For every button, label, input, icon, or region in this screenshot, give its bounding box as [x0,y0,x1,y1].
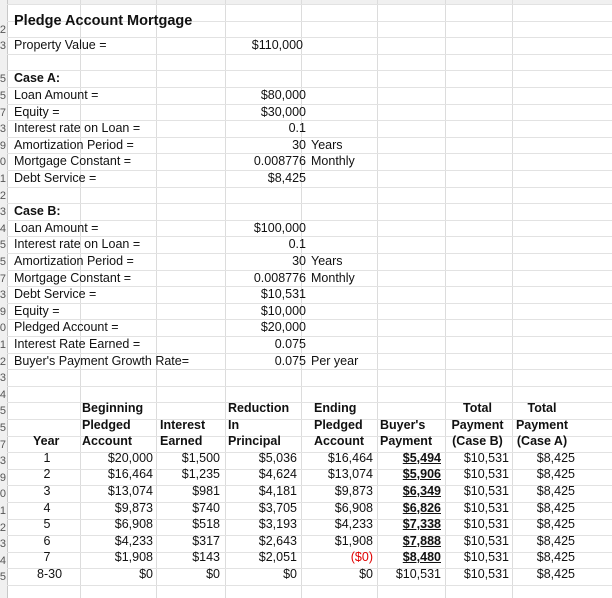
table-cell-reduction[interactable]: $3,705 [258,500,297,515]
case-b-unit[interactable]: Years [311,254,343,268]
row-number[interactable]: 7 [0,106,6,119]
gridline-vertical [377,0,378,598]
row-number[interactable]: 5 [0,571,6,584]
case-b-value[interactable]: 30 [292,254,306,268]
row-number[interactable]: 5 [0,422,6,434]
row-number[interactable]: 2 [0,521,6,534]
table-cell-interest[interactable]: $518 [192,517,220,532]
table-cell-buyers[interactable]: $7,338 [402,517,441,532]
table-cell-year[interactable]: 4 [43,500,51,515]
case-a-value[interactable]: $8,425 [267,171,306,185]
table-cell-year[interactable]: 5 [43,517,51,532]
case-a-unit[interactable]: Years [311,137,343,152]
row-number[interactable]: 5 [0,256,6,268]
row-number[interactable]: 5 [0,405,6,418]
table-cell-interest[interactable]: $0 [206,566,220,581]
case-a-unit[interactable]: Monthly [311,154,355,169]
table-cell-total_b[interactable]: $10,531 [463,517,509,532]
row-number[interactable]: 3 [0,372,6,385]
table-header-reduction[interactable]: In [228,417,240,432]
table-cell-total_b[interactable]: $10,531 [463,467,509,482]
table-cell-beginning[interactable]: $0 [139,566,153,581]
case-b-unit[interactable]: Per year [311,353,359,368]
table-header-ending[interactable]: Pledged [314,417,363,432]
row-number[interactable]: 3 [0,206,6,219]
case-b-label[interactable]: Interest Rate Earned = [14,337,141,351]
table-cell-beginning[interactable]: $20,000 [107,450,153,465]
gridline-vertical [156,0,157,598]
table-header-total_b[interactable]: (Case B) [452,434,503,449]
table-cell-total_b[interactable]: $10,531 [463,483,509,498]
case-a-label[interactable]: Interest rate on Loan = [14,121,141,136]
case-b-label[interactable]: Pledged Account = [14,320,119,335]
row-number[interactable]: 3 [0,123,6,136]
table-header-reduction[interactable]: Principal [228,434,281,449]
table-cell-beginning[interactable]: $9,873 [114,500,153,515]
table-header-beginning[interactable]: Beginning [82,400,144,415]
table-cell-year[interactable]: 3 [43,483,51,498]
table-header-total_a[interactable]: Payment [515,417,569,432]
case-b-value[interactable]: $10,000 [260,303,306,318]
row-number[interactable]: 9 [0,471,6,484]
case-a-label[interactable]: Debt Service = [14,171,97,185]
property-value-label[interactable]: Property Value = [14,38,107,53]
case-a-header[interactable]: Case A: [14,71,61,86]
table-cell-ending[interactable]: $13,074 [327,467,373,482]
row-number[interactable]: 3 [0,455,6,468]
gridline-horizontal [7,386,612,387]
table-cell-buyers[interactable]: $10,531 [395,566,441,581]
table-cell-total_a[interactable]: $8,425 [536,500,575,515]
row-number[interactable]: 3 [0,538,6,551]
case-b-header[interactable]: Case B: [14,204,61,219]
table-header-ending[interactable]: Account [314,434,364,449]
table-cell-year[interactable]: 1 [43,450,51,465]
table-cell-ending[interactable]: $4,233 [334,517,373,532]
row-number[interactable]: 0 [0,156,6,169]
case-b-label[interactable]: Debt Service = [14,287,97,302]
row-number[interactable]: 3 [0,289,6,302]
table-header-total_b[interactable]: Total [463,400,492,415]
gridline-horizontal [7,187,612,188]
row-number[interactable]: 3 [0,40,6,53]
row-number[interactable]: 1 [0,339,6,351]
gridline-horizontal [7,203,612,204]
table-cell-total_a[interactable]: $8,425 [536,483,575,498]
row-number[interactable]: 2 [0,355,6,368]
case-b-label[interactable]: Equity = [14,303,60,318]
gridline-horizontal [7,170,612,171]
table-cell-beginning[interactable]: $16,464 [107,467,153,482]
table-cell-total_a[interactable]: $8,425 [536,550,575,565]
row-number[interactable]: 1 [0,173,6,185]
table-cell-reduction[interactable]: $4,624 [258,467,297,482]
case-b-label[interactable]: Mortgage Constant = [14,270,132,285]
row-number[interactable]: 0 [0,322,6,335]
table-header-buyers[interactable]: Buyer's [380,417,426,432]
table-cell-buyers[interactable]: $5,906 [402,467,441,482]
table-cell-total_b[interactable]: $10,531 [463,450,509,465]
table-cell-buyers[interactable]: $5,494 [402,450,441,465]
table-cell-total_a[interactable]: $8,425 [536,566,575,581]
table-header-interest[interactable]: Interest [160,417,206,432]
table-cell-total_b[interactable]: $10,531 [463,533,509,548]
table-header-buyers[interactable]: Payment [380,434,433,449]
table-cell-year[interactable]: 7 [43,550,51,565]
case-b-label[interactable]: Amortization Period = [14,254,134,268]
gridline-horizontal [7,4,612,5]
table-cell-ending[interactable]: $1,908 [334,533,373,548]
table-cell-ending[interactable]: $6,908 [334,500,373,515]
case-b-value[interactable]: 0.1 [288,237,306,252]
case-a-value[interactable]: 30 [292,137,306,152]
table-cell-buyers[interactable]: $8,480 [402,550,441,565]
table-cell-buyers[interactable]: $6,826 [402,500,441,515]
table-cell-reduction[interactable]: $2,051 [258,550,297,565]
table-cell-beginning[interactable]: $1,908 [114,550,153,565]
case-a-value[interactable]: 0.008776 [253,154,306,169]
row-number[interactable]: 7 [0,272,6,285]
case-b-value[interactable]: 0.008776 [253,270,306,285]
sheet-title[interactable]: Pledge Account Mortgage [14,13,193,30]
table-cell-interest[interactable]: $981 [192,483,220,498]
table-cell-buyers[interactable]: $7,888 [402,533,441,548]
case-b-value[interactable]: 0.075 [274,337,306,351]
table-cell-beginning[interactable]: $6,908 [114,517,153,532]
gridline-horizontal [7,70,612,71]
case-a-value[interactable]: $80,000 [260,88,306,102]
table-cell-interest[interactable]: $317 [192,533,220,548]
row-number[interactable]: 9 [0,305,6,318]
table-cell-total_a[interactable]: $8,425 [536,450,575,465]
table-cell-interest[interactable]: $1,235 [181,467,220,482]
table-cell-buyers[interactable]: $6,349 [402,483,441,498]
table-cell-reduction[interactable]: $2,643 [258,533,297,548]
case-a-label[interactable]: Loan Amount = [14,88,99,102]
table-cell-reduction[interactable]: $0 [283,566,297,581]
case-b-label[interactable]: Interest rate on Loan = [14,237,141,252]
row-number[interactable]: 9 [0,139,6,152]
case-a-value[interactable]: $30,000 [260,104,306,119]
case-a-label[interactable]: Mortgage Constant = [14,154,132,169]
table-cell-total_a[interactable]: $8,425 [536,467,575,482]
table-cell-total_b[interactable]: $10,531 [463,566,509,581]
row-number[interactable]: 5 [0,90,6,102]
table-header-beginning[interactable]: Account [82,434,132,449]
table-cell-year[interactable]: 8-30 [37,566,63,581]
gridline-horizontal [7,585,612,586]
table-cell-ending[interactable]: $16,464 [327,450,373,465]
row-number[interactable]: 5 [0,239,6,252]
table-cell-reduction[interactable]: $4,181 [258,483,297,498]
table-cell-interest[interactable]: $740 [192,500,220,515]
row-number[interactable]: 2 [0,23,6,36]
case-a-value[interactable]: 0.1 [288,121,306,136]
property-value[interactable]: $110,000 [251,38,303,53]
case-b-label[interactable]: Loan Amount = [14,220,99,235]
case-b-unit[interactable]: Monthly [311,270,355,285]
row-number[interactable]: 5 [0,73,6,86]
table-cell-interest[interactable]: $1,500 [181,450,220,465]
row-number[interactable]: 1 [0,505,6,517]
row-number[interactable]: 2 [0,189,6,202]
table-header-total_b[interactable]: Payment [451,417,504,432]
table-cell-total_a[interactable]: $8,425 [536,517,575,532]
gridline-horizontal [7,54,612,55]
table-header-year[interactable]: Year [33,434,60,449]
table-cell-total_b[interactable]: $10,531 [463,500,509,515]
row-number[interactable]: 4 [0,554,6,567]
table-header-beginning[interactable]: Pledged [82,417,131,432]
table-cell-year[interactable]: 2 [43,467,51,482]
row-number[interactable]: 7 [0,438,6,451]
table-cell-reduction[interactable]: $5,036 [258,450,297,465]
case-b-value[interactable]: $100,000 [253,220,306,235]
case-b-value[interactable]: $20,000 [260,320,306,335]
table-cell-beginning[interactable]: $4,233 [114,533,153,548]
gridline-horizontal [7,104,612,105]
table-cell-ending[interactable]: ($0) [350,550,373,565]
case-a-label[interactable]: Amortization Period = [14,137,134,152]
gridline-vertical [445,0,446,598]
table-cell-ending[interactable]: $0 [359,566,373,581]
table-cell-total_b[interactable]: $10,531 [463,550,509,565]
table-header-interest[interactable]: Earned [160,434,203,449]
table-cell-ending[interactable]: $9,873 [334,483,373,498]
case-b-label[interactable]: Buyer's Payment Growth Rate= [14,353,190,368]
table-header-total_a[interactable]: (Case A) [516,434,568,449]
table-header-total_a[interactable]: Total [527,400,557,415]
case-b-value[interactable]: $10,531 [260,287,306,302]
table-cell-total_a[interactable]: $8,425 [536,533,575,548]
table-cell-interest[interactable]: $143 [192,550,220,565]
table-cell-reduction[interactable]: $3,193 [258,517,297,532]
gridline-horizontal [7,369,612,370]
table-header-reduction[interactable]: Reduction [228,400,290,415]
gridline-horizontal [7,286,612,287]
table-header-ending[interactable]: Ending [314,400,357,415]
table-cell-beginning[interactable]: $13,074 [107,483,153,498]
table-cell-year[interactable]: 6 [43,533,51,548]
case-b-value[interactable]: 0.075 [274,353,306,368]
row-number[interactable]: 4 [0,222,6,235]
gridline-horizontal [7,303,612,304]
case-a-label[interactable]: Equity = [14,104,60,119]
row-number[interactable]: 4 [0,388,6,401]
row-number[interactable]: 0 [0,488,6,501]
